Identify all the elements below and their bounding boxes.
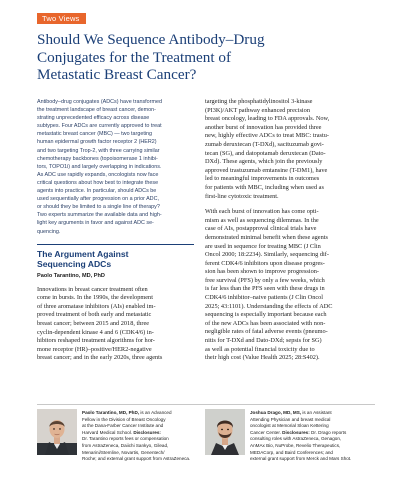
bio-text-run: Harvard Medical School. <box>82 429 134 435</box>
text-line: sequencing is especially important because each <box>205 311 327 319</box>
author-bio-text <box>82 410 200 463</box>
text-line: breast cancer; between 2015 and 2018, three <box>37 319 150 327</box>
bio-text-run: consulting roles with AstraZeneca, Genagon, <box>250 436 342 442</box>
bio-line <box>82 430 200 437</box>
text-line: for patients with MBC, including when used as <box>205 183 324 191</box>
bio-text-run: from AstraZeneca, Daiichi Sankyo, Gilead, <box>82 442 169 448</box>
text-line: case of AIs, postapproval clinical trials have <box>205 225 317 233</box>
title-line: Should We Sequence Antibody–Drug <box>37 31 265 48</box>
text-line: and two targeting Trop-2, with three carrying similar <box>37 147 160 154</box>
text-line: free survival (PFS) by only a few weeks, which <box>205 276 325 284</box>
text-line: zumab deruxtecan (T-DXd), sacituzumab govi- <box>205 140 324 148</box>
text-line: proved treatment of both early and metastatic <box>37 311 152 319</box>
title-line: Metastatic Breast Cancer? <box>37 66 197 83</box>
bio-line <box>82 456 200 463</box>
disclosures-label: Disclosures: <box>282 429 310 435</box>
bio-text-run: external grant support from Merck and Mars Shot. <box>250 456 352 462</box>
bio-line <box>250 423 380 430</box>
author-photo <box>205 409 245 455</box>
bio-line <box>250 430 380 437</box>
author-name: Paolo Tarantino, MD, PhD, <box>82 410 140 415</box>
article-title <box>37 31 377 84</box>
text-line: mone receptor (HR)–positive/HER2-negative <box>37 345 152 353</box>
bio-line <box>250 410 380 417</box>
text-line: led to meaningful improvements in outcomes <box>205 175 320 183</box>
text-line: of the new ADCs has been associated with non- <box>205 319 326 327</box>
body-paragraph <box>37 286 194 363</box>
text-line: nitis for T-DXd and Dato-DXd; sepsis for SG) <box>205 337 322 345</box>
bio-text-run: is an Assistant <box>301 410 332 415</box>
text-line: approved trastuzumab emtansine (T-DM1), have <box>205 166 328 174</box>
text-line: strating unprecedented efficacy across disease <box>37 115 150 122</box>
bio-line <box>82 417 200 424</box>
bio-line <box>250 417 380 424</box>
bio-line <box>250 443 380 450</box>
bio-line <box>250 456 380 463</box>
text-line: cyclin-dependent kinase 4 and 6 (CDK4/6) in- <box>37 328 154 336</box>
text-line: breast cancer; and in the early 2020s, three agents <box>37 354 163 362</box>
bio-text-run: Attending Physician and breast medical <box>250 416 331 422</box>
text-line: human epidermal growth factor receptor 2 (HER2) <box>37 139 157 146</box>
body-paragraph <box>205 98 375 201</box>
text-line: negligible rates of fatal adverse events (pneumo- <box>205 328 328 336</box>
text-line: or should they be limited to a single line of therapy? <box>37 204 160 211</box>
text-line: DXd). These agents, which join the previously <box>205 158 323 166</box>
text-line: 2025; 43:1101). Understanding the effects of ADC <box>205 302 333 310</box>
text-line: the treatment landscape of breast cancer, demon- <box>37 107 156 114</box>
text-line: is far less than the PFS seen with these drugs in <box>205 285 325 293</box>
bio-text-run: Roche; and external grant support from AstraZeneca. <box>82 456 191 462</box>
text-line: of three aromatase inhibitors (AIs) enabled im- <box>37 302 156 310</box>
bio-line <box>82 410 200 417</box>
bio-line <box>82 436 200 443</box>
bio-text-run: AnMAx Bio, NuProbe, Revelio Therapeutics, <box>250 442 341 448</box>
body-paragraph <box>205 208 375 363</box>
text-line: targeting the phosphatidylinositol 3-kinase <box>205 98 313 105</box>
text-line: Innovations in breast cancer treatment often <box>37 285 148 293</box>
right-column <box>205 98 375 363</box>
bio-divider <box>37 404 375 405</box>
text-line: demonstrated minimal benefit when these agents <box>205 233 328 241</box>
article-abstract <box>37 98 194 236</box>
text-line: subtypes. Four ADCs are currently approved to treat <box>37 123 162 130</box>
text-line: With each burst of innovation has come opti- <box>205 208 319 216</box>
section-divider <box>37 244 194 245</box>
text-line: tors, TOPO1i) and largely overlapping in indications. <box>37 163 162 170</box>
text-line: another burst of innovation has provided three <box>205 123 322 131</box>
bio-text-run: Dr. Drago reports <box>309 429 347 435</box>
text-line: their high cost (Value Health 2025; 28:S402). <box>205 354 320 362</box>
disclosures-label: Disclosures: <box>133 429 161 435</box>
text-line: sion has been shown to improve progression- <box>205 268 320 276</box>
bio-text-run: Fellow in the Division of Breast Oncology <box>82 416 166 422</box>
author-photo <box>37 409 77 455</box>
text-line: Antibody–drug conjugates (ADCs) have transformed <box>37 99 162 105</box>
bio-text-run: MEDACorp, and Baird Conferences; and <box>250 449 333 455</box>
author-byline: Paolo Tarantino, MD, PhD <box>37 272 105 279</box>
text-line: CDK4/6 inhibitor–naive patients (J Clin Oncol <box>205 294 324 302</box>
bio-line <box>82 443 200 450</box>
text-line: tecan (SG), and datopotamab deruxtecan (Dato- <box>205 149 326 157</box>
text-line: used sequentially after progression on a prior ADC, <box>37 196 159 203</box>
author-bio-text <box>250 410 380 463</box>
section-tag: Two Views <box>37 13 86 24</box>
text-line: chemotherapy backbones (topoisomerase 1 inhibi- <box>37 155 158 162</box>
text-line: breast oncology, leading to FDA approvals. Now, <box>205 115 330 123</box>
text-line: first-line cytotoxic treatment. <box>205 192 279 200</box>
text-line: quencing. <box>37 228 61 235</box>
section-heading-line: The Argument Against <box>37 248 129 259</box>
author-name: Joshua Drago, MD, MS, <box>250 410 302 415</box>
title-line: Conjugates for the Treatment of <box>37 48 232 66</box>
bio-text-run: at the Dana-Farber Cancer Institute and <box>82 423 164 429</box>
left-column <box>37 98 194 363</box>
bio-line <box>82 423 200 430</box>
text-line: Two experts summarize the available data and high- <box>37 212 162 219</box>
bio-text-run: Cancer Center. <box>250 429 283 435</box>
bio-line <box>82 450 200 457</box>
bio-text-run: oncologist at Memorial Sloan Kettering <box>250 423 329 429</box>
text-line: light key arguments in favor and against ADC se- <box>37 220 154 227</box>
text-line: mism as well as sequencing dilemmas. In the <box>205 216 319 224</box>
text-line: new, highly effective ADCs to treat MBC: trastu- <box>205 132 329 140</box>
text-line: (PI3K)/AKT pathway enhanced precision <box>205 106 310 114</box>
text-line: agents into practice. In particular, should ADCs be <box>37 188 157 195</box>
text-line: as well as potential financial toxicity due to <box>205 345 315 353</box>
bio-line <box>250 436 380 443</box>
text-line: critical questions about how best to integrate these <box>37 179 159 186</box>
bio-text-run: Dr. Tarantino reports fees or compensation <box>82 436 169 442</box>
section-heading <box>37 249 194 269</box>
text-line: ferent CDK4/6 inhibitors upon disease progres- <box>205 259 325 267</box>
text-line: Oncol 2000; 18:2234). Similarly, sequencing dif- <box>205 251 329 259</box>
text-line: are used in sequence for treating MBC (J Clin <box>205 242 321 250</box>
bio-text-run: Menarini/Stemline, Novartis, Genentech/ <box>82 449 165 455</box>
text-line: As ADC use rapidly expands, oncologists now face <box>37 171 159 178</box>
bio-line <box>250 450 380 457</box>
text-line: come in bursts. In the 1990s, the development <box>37 294 153 302</box>
text-line: metastatic breast cancer (MBC) — two targeting <box>37 131 153 138</box>
section-heading-line: Sequencing ADCs <box>37 258 112 269</box>
bio-text-run: is an Advanced <box>139 410 172 415</box>
text-line: hibitors reshaped treatment algorithms for hor- <box>37 337 155 345</box>
